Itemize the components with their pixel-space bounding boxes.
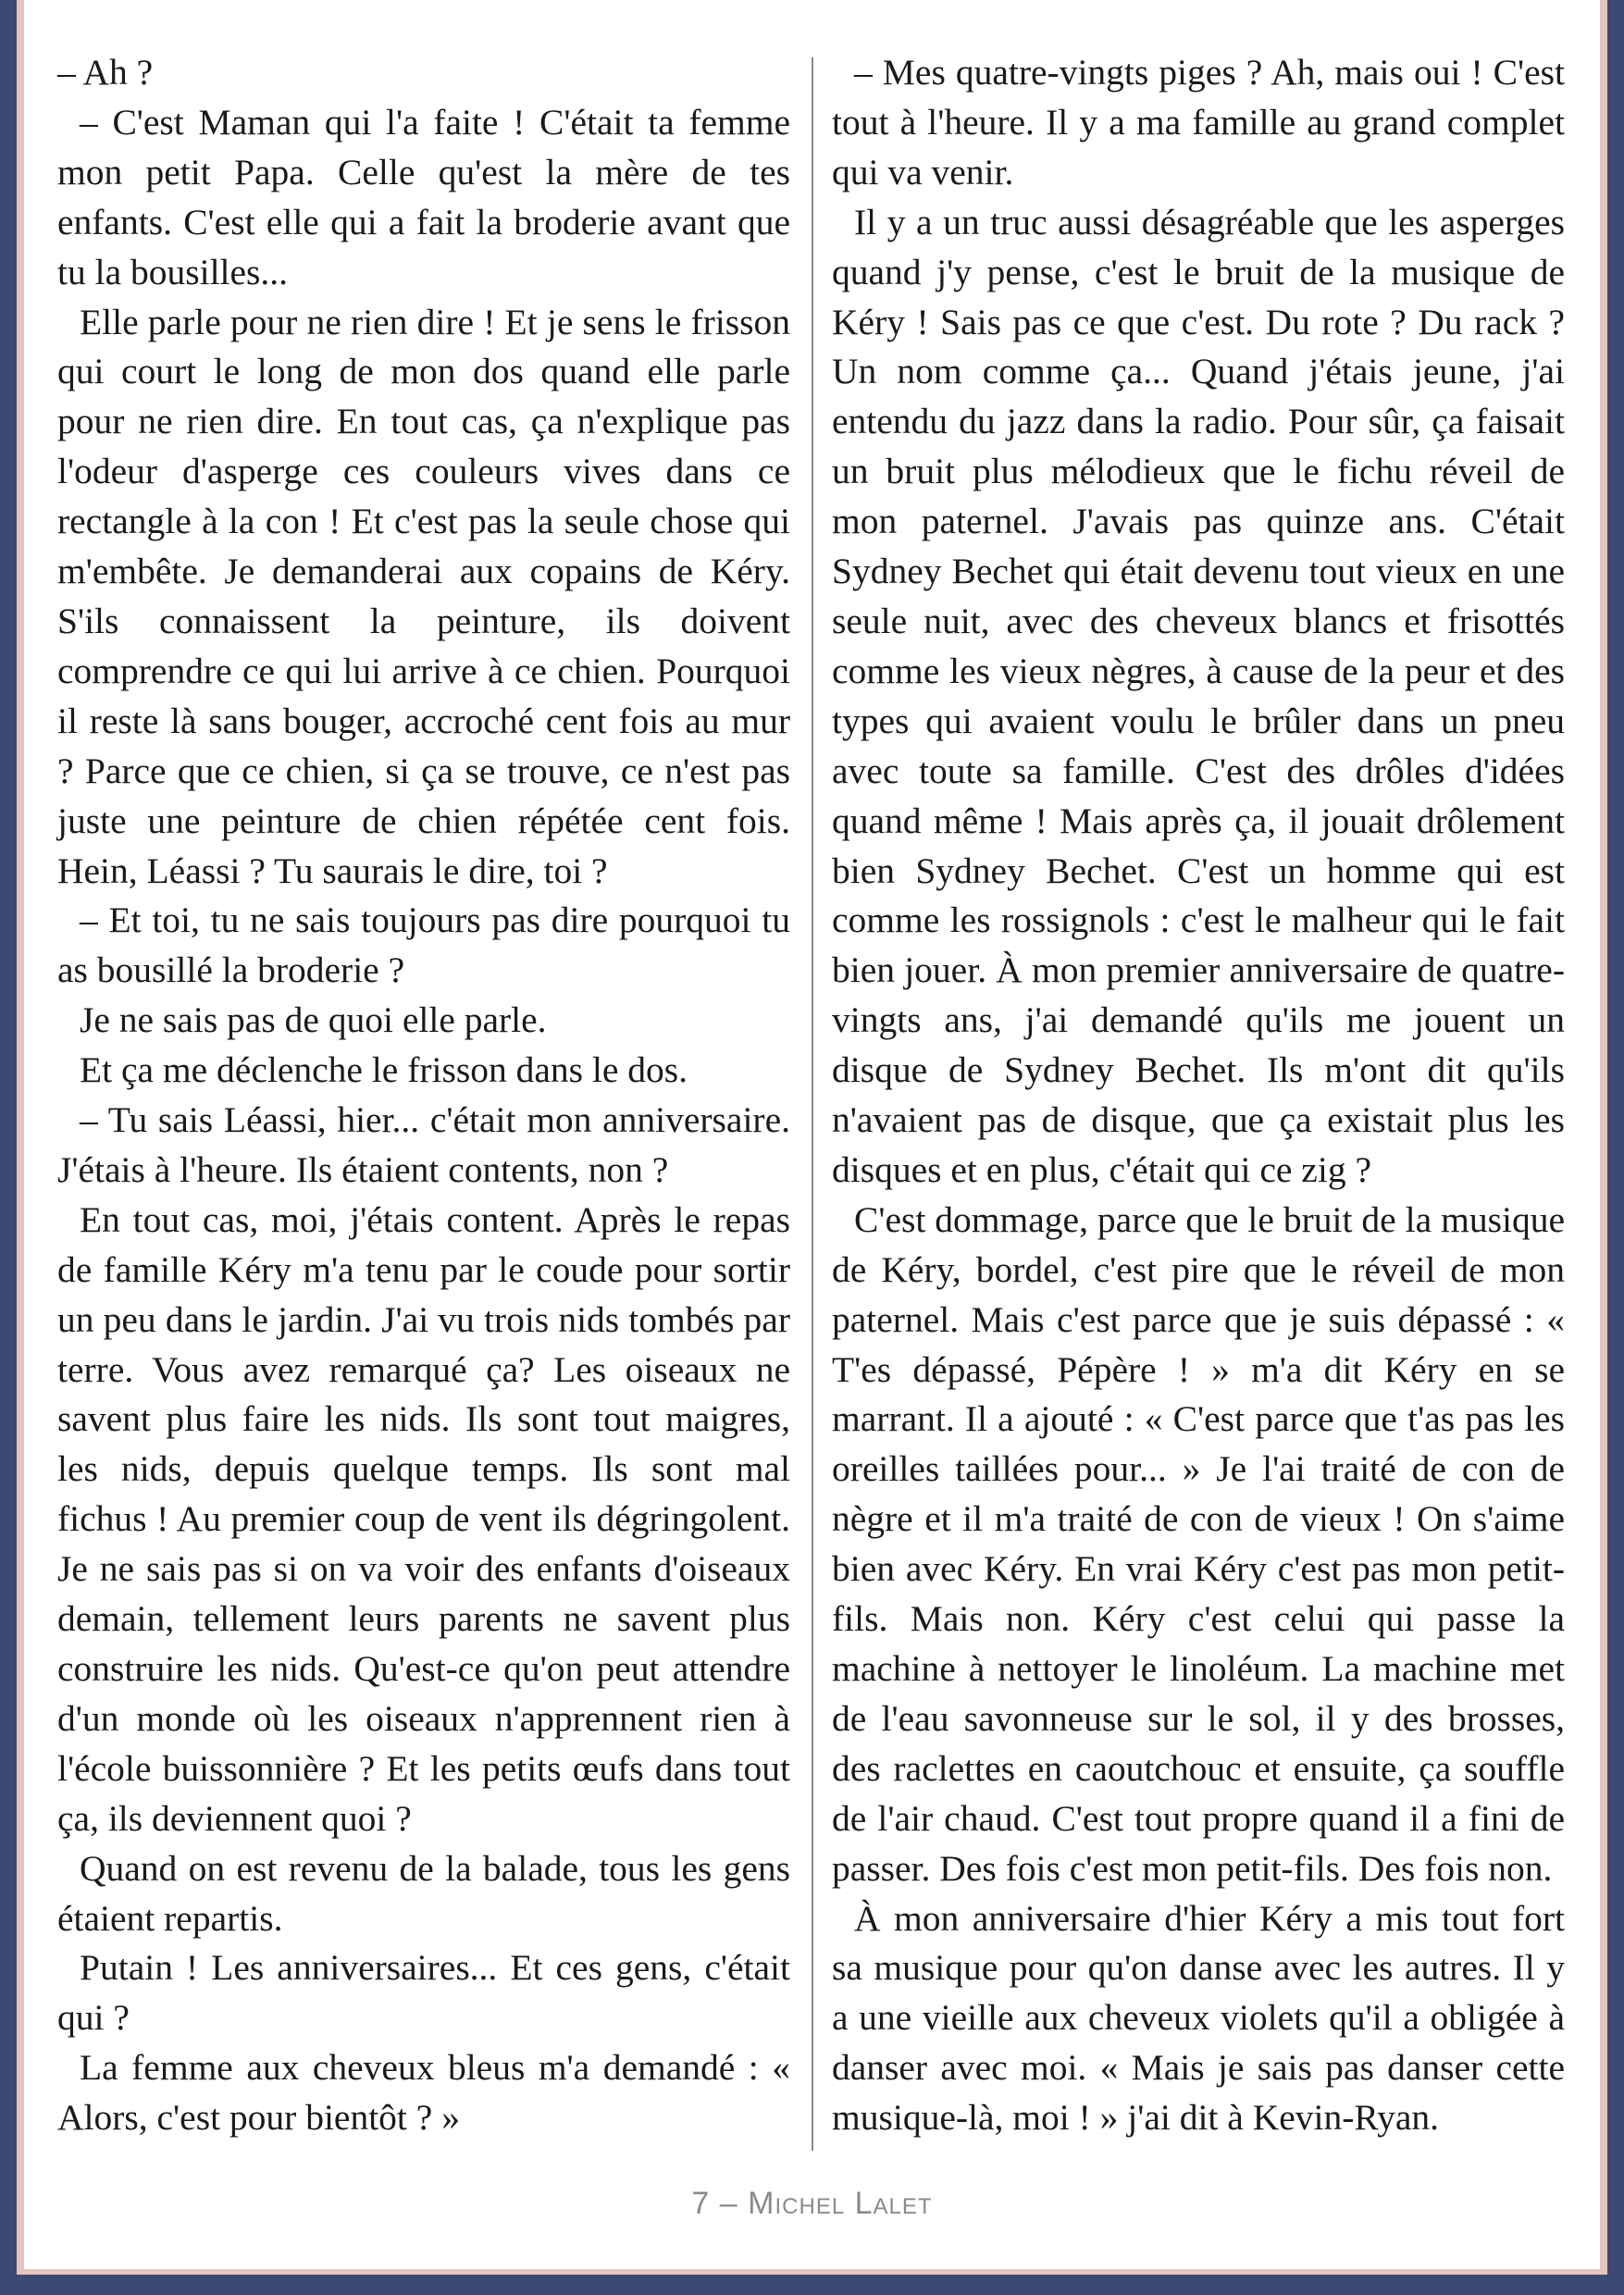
paragraph: Elle parle pour ne rien dire ! Et je sens le frisson qui court le long de mon dos quand elle parle pour ne rien dire. En tout cas, ça n'explique pas l'odeur d'asperge ces couleurs vives dans ce rectangle à la con ! Et c'est pas la seule chose qui m'embête. Je demanderai aux copains de Kéry. S'ils connaissent la peinture, ils doivent comprendre ce qui lui arrive à ce chien. Pourquoi il reste là sans bouger, accroché cent fois au mur ? Parce que ce chien, si ça se trouve, ce n'est pas juste une peinture de chien répétée cent fois. Hein, Léassi ? Tu saurais le dire, toi ? <box>57 301 790 891</box>
paragraph: C'est dommage, parce que le bruit de la musique de Kéry, bordel, c'est pire que le réveil de mon paternel. Mais c'est parce que je suis dépassé : « T'es dépassé, Pépère ! » m'a dit Kéry en se marrant. Il a ajouté : « C'est parce que t'as pas les oreilles taillées pour... » Je l'ai traité de con de nègre et il m'a traité de con de vieux ! On s'aime bien avec Kéry. En vrai Kéry c'est pas mon petit-fils. Mais non. Kéry c'est celui qui passe la machine à nettoyer le linoléum. La machine met de l'eau savonneuse sur le sol, il y des brosses, des raclettes en caoutchouc et ensuite, ça souffle de l'air chaud. C'est tout propre quand il a fini de passer. Des fois c'est mon petit-fils. Des fois non. <box>832 1198 1565 1889</box>
paragraph: – Et toi, tu ne sais toujours pas dire pourquoi tu as bousillé la broderie ? <box>57 899 790 991</box>
left-text-column <box>57 48 790 2143</box>
paragraph: Quand on est revenu de la balade, tous les gens étaient repartis. <box>57 1847 790 1939</box>
paragraph: – Tu sais Léassi, hier... c'était mon anniversaire. J'étais à l'heure. Ils étaient contents, non ? <box>57 1099 790 1190</box>
paragraph: – C'est Maman qui l'a faite ! C'était ta femme mon petit Papa. Celle qu'est la mère de tes enfants. C'est elle qui a fait la broderie avant que tu la bousilles... <box>57 101 790 292</box>
author-name: Michel Lalet <box>748 2186 933 2221</box>
paragraph: Putain ! Les anniversaires... Et ces gens, c'était qui ? <box>57 1947 790 2039</box>
paragraph: Et ça me déclenche le frisson dans le dos. <box>80 1049 688 1091</box>
paragraph: À mon anniversaire d'hier Kéry a mis tout fort sa musique pour qu'on danse avec les autres. Il y a une vieille aux cheveux violets qu'il a obligée à danser avec moi. « Mais je sais pas danser cette musique-là, moi ! » j'ai dit à Kevin-Ryan. <box>832 1897 1565 2139</box>
paragraph: En tout cas, moi, j'étais content. Après le repas de famille Kéry m'a tenu par le coude pour sortir un peu dans le jardin. J'ai vu trois nids tombés par terre. Vous avez remarqué ça? Les oiseaux ne savent plus faire les nids. Ils sont tout maigres, les nids, depuis quelque temps. Ils sont mal fichus ! Au premier coup de vent ils dégringolent. Je ne sais pas si on va voir des enfants d'oiseaux demain, tellement leurs parents ne savent plus construire les nids. Qu'est-ce qu'on peut attendre d'un monde où les oiseaux n'apprennent rien à l'école buissonnière ? Et les petits œufs dans tout ça, ils deviennent quoi ? <box>57 1198 790 1839</box>
paragraph: La femme aux cheveux bleus m'a demandé : « Alors, c'est pour bientôt ? » <box>57 2047 790 2139</box>
page-number: 7 <box>691 2186 711 2221</box>
right-text-column <box>832 48 1565 2143</box>
paragraph: – Mes quatre-vingts piges ? Ah, mais oui ! C'est tout à l'heure. Il y a ma famille au grand complet qui va venir. <box>832 52 1565 192</box>
footer-separator: – <box>719 2186 738 2221</box>
paragraph: Je ne sais pas de quoi elle parle. <box>80 999 547 1041</box>
paragraph: Il y a un truc aussi désagréable que les asperges quand j'y pense, c'est le bruit de la musique de Kéry ! Sais pas ce que c'est. Du rote ? Du rack ? Un nom comme ça... Quand j'étais jeune, j'ai entendu du jazz dans la radio. Pour sûr, ça faisait un bruit plus mélodieux que le fichu réveil de mon paternel. J'avais pas quinze ans. C'était Sydney Bechet qui était devenu tout vieux en une seule nuit, avec des cheveux blancs et frisottés comme les vieux nègres, à cause de la peur et des types qui avaient voulu le brûler dans un pneu avec toute sa famille. C'est des drôles d'idées quand même ! Mais après ça, il jouait drôlement bien Sydney Bechet. C'est un homme qui est comme les rossignols : c'est le malheur qui le fait bien jouer. À mon premier anniversaire de quatre-vingts ans, j'ai demandé qu'ils me jouent un disque de Sydney Bechet. Ils m'ont dit qu'ils n'avaient pas de disque, que ça existait plus les disques et en plus, c'était qui ce zig ? <box>832 201 1565 1190</box>
paragraph: – Ah ? <box>57 52 154 93</box>
column-divider <box>812 57 813 2151</box>
page-footer <box>0 2186 1624 2222</box>
